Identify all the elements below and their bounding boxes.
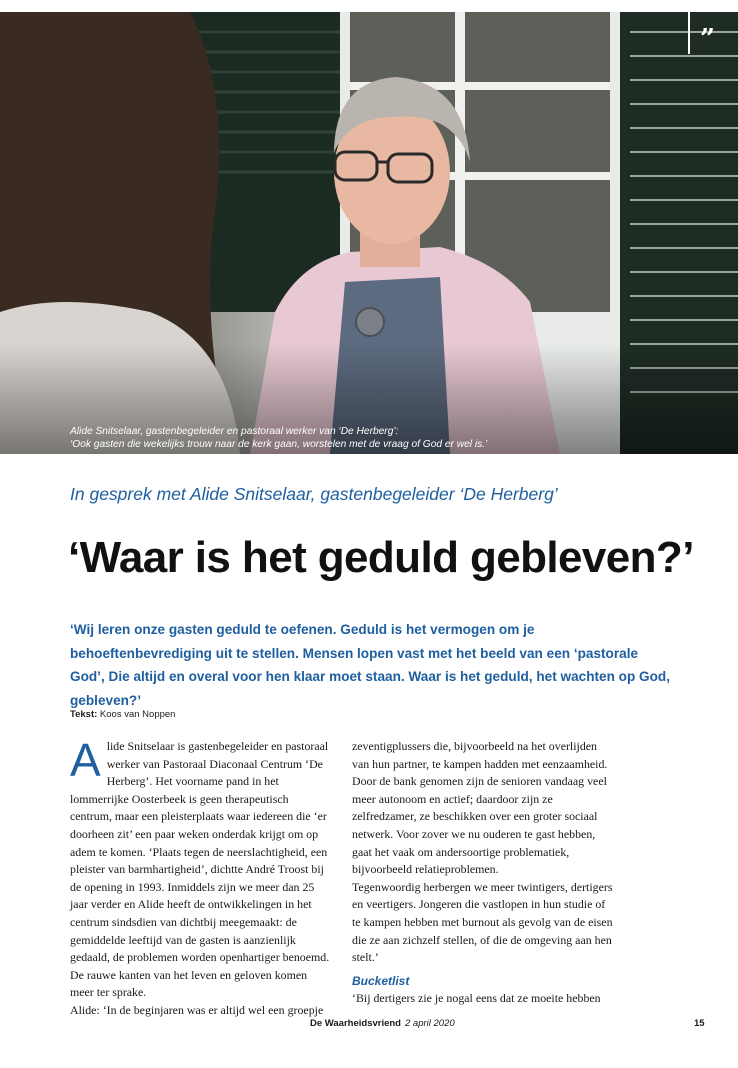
article-headline: ‘Waar is het geduld gebleven?’ [68,533,694,582]
quote-divider [688,12,690,54]
section-subhead: Bucketlist [352,973,410,988]
body-paragraph: zeventigplussers die, bijvoorbeeld na het overlijden van hun partner, te kampen hadden met eenzaamheid. Door de bank genomen zijn de senioren vandaag veel meer autonoom en actief; daardoor zijn ze zelfredzamer, ze beschikken over een groter sociaal netwerk. Voor zover we nu ouderen te gast hebben, gaat het vaak om andersoortige problematiek, bijvoorbeeld relatieproblemen. [352,739,608,877]
quote-mark-icon: ” [700,24,715,54]
caption-line-1: Alide Snitselaar, gastenbegeleider en pastoraal werker van ‘De Herberg’: [70,426,399,437]
body-paragraph: Alide: ‘In de beginjaren was er altijd wel een groepje [70,1002,324,1017]
body-paragraph: Tegenwoordig herbergen we meer twintigers, dertigers en veertigers. Jongeren die vastlopen in hun studie of te kampen hebben met burnout als gevolg van de eisen die ze aan zichzelf stellen, of die de omgeving aan hen stelt.’ [352,879,613,965]
body-column-2 [352,738,614,1008]
byline-author: Koos van Noppen [99,709,176,720]
byline-label: Tekst: [70,709,98,720]
page-number: 15 [694,1018,705,1029]
caption-line-2: ‘Ook gasten die wekelijks trouw naar de kerk gaan, worstelen met de vraag of God er wel is.’ [70,439,488,450]
drop-cap: A [70,734,101,786]
article-kicker: In gesprek met Alide Snitselaar, gastenbegeleider ‘De Herberg’ [70,484,558,504]
issue-date: 2 april 2020 [404,1018,455,1029]
body-paragraph: ‘Bij dertigers zie je nogal eens dat ze moeite hebben [352,991,601,1006]
paragraph-text: lide Snitselaar is gastenbegeleider en pastoraal werker van Pastoraal Diaconaal Centrum ‘De Herberg’. Het voorname pand in het lommerrijke Oosterbeek is geen therapeutisch centrum, maar een pleisterplaats waar iedereen die ‘er doorheen zit’ een paar weken onderdak krijgt om op adem te komen. ‘Plaats tegen de neerslachtigheid, een pleister van barmhartigheid’, dichtte André Troost bij de opening in 1993. Inmiddels zijn we meer dan 25 jaar verder en Alide heeft de ontwikkelingen in het centrum sindsdien van dichtbij meegemaakt: de gemiddelde leeftijd van de gasten is aanzienlijk gedaald, de problemen worden openhartiger benoemd. De rauwe kanten van het leven en geloven komen meer ter sprake. [70,739,330,1000]
hero-photo [0,12,738,454]
body-column-1 [70,734,332,1020]
byline [70,709,175,720]
photo-caption [70,425,530,451]
photo-illustration [0,12,738,454]
body-paragraph [70,734,332,1002]
article-intro: ‘Wij leren onze gasten geduld te oefenen. Geduld is het vermogen om je behoeftenbevrediging uit te stellen. Mensen lopen vast met het beeld van een ‘pastorale God’, Die altijd en overal voor hen klaar moet staan. Waar is het geduld, het wachten op God, gebleven?’ [70,622,671,708]
magazine-name [310,1018,455,1029]
magazine-title: De Waarheidsvriend [310,1018,401,1029]
